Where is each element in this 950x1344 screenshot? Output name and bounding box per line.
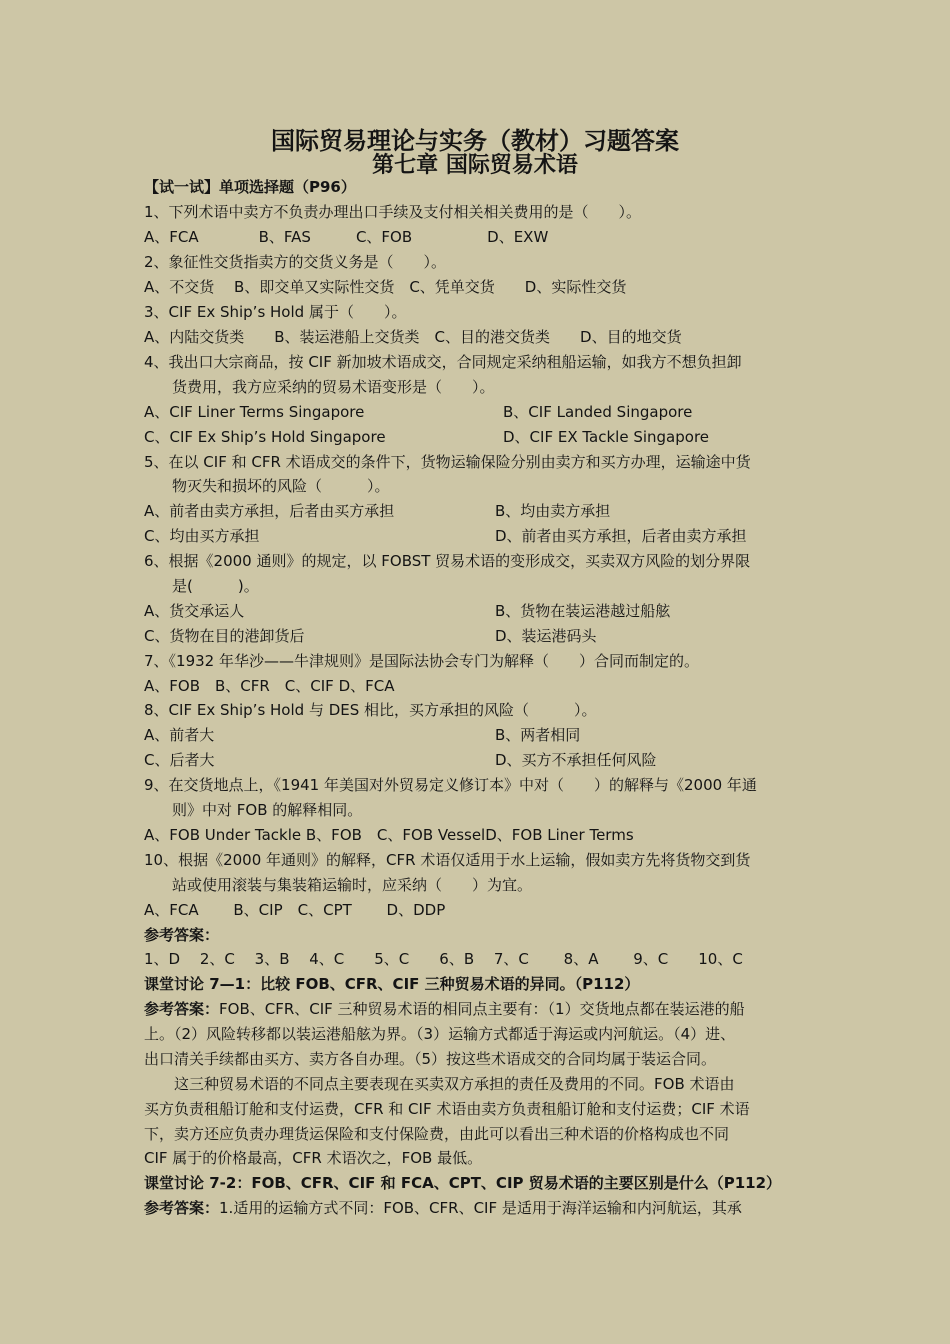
- answer-text: 1.适用的运输方式不同：FOB、CFR、CIF 是适用于海洋运输和内河航运，其承: [219, 1199, 742, 1217]
- discussion-1-answer-line-7: CIF 属于的价格最高，CFR 术语次之，FOB 最低。: [144, 1149, 483, 1167]
- discussion-1-answer-line-3: 出口清关手续都由买方、卖方各自办理。（5）按这些术语成交的合同均属于装运合同。: [144, 1050, 717, 1068]
- question-2-options: A、不交货 B、即交单又实际性交货 C、凭单交货 D、实际性交货: [144, 278, 627, 296]
- discussion-2-answer-line-1: [144, 1198, 742, 1218]
- question-2: 2、象征性交货指卖方的交货义务是（ ）。: [144, 253, 447, 271]
- question-8: 8、CIF Ex Ship’s Hold 与 DES 相比，买方承担的风险（ ）。: [144, 701, 597, 719]
- document-title: 国际贸易理论与实务（教材）习题答案: [271, 126, 679, 155]
- question-5-option-d: D、前者由买方承担，后者由卖方承担: [495, 527, 747, 545]
- discussion-1-answer-line-4: 这三种贸易术语的不同点主要表现在买卖双方承担的责任及费用的不同。FOB 术语由: [144, 1075, 735, 1093]
- question-3: 3、CIF Ex Ship’s Hold 属于（ ）。: [144, 303, 407, 321]
- question-5-option-b: B、均由卖方承担: [495, 502, 611, 520]
- question-6-option-a: A、货交承运人: [144, 602, 245, 620]
- question-8-option-b: B、两者相同: [495, 726, 581, 744]
- question-5-cont: 物灭失和损坏的风险（ ）。: [172, 477, 390, 495]
- section-heading: 【试一试】单项选择题（P96）: [144, 178, 356, 196]
- reference-answers-heading: 参考答案：: [144, 926, 220, 944]
- question-7: 7、《1932 年华沙——牛津规则》是国际法协会专门为解释（ ）合同而制定的。: [144, 652, 699, 670]
- answer-key: 1、D 2、C 3、B 4、C 5、C 6、B 7、C 8、A 9、C 10、C: [144, 950, 743, 968]
- question-7-options: A、FOB B、CFR C、CIF D、FCA: [144, 677, 395, 695]
- discussion-1-title: 课堂讨论 7—1：比较 FOB、CFR、CIF 三种贸易术语的异同。（P112）: [144, 975, 640, 993]
- question-10-cont: 站或使用滚装与集装箱运输时，应采纳（ ）为宜。: [172, 876, 533, 894]
- discussion-2-title: 课堂讨论 7-2：FOB、CFR、CIF 和 FCA、CPT、CIP 贸易术语的主要区别是什么（P112）: [144, 1174, 782, 1192]
- question-5-option-a: A、前者由卖方承担，后者由买方承担: [144, 502, 395, 520]
- question-9: 9、在交货地点上，《1941 年美国对外贸易定义修订本》中对（ ）的解释与《2000 年通: [144, 776, 757, 794]
- question-6-option-c: C、货物在目的港卸货后: [144, 627, 305, 645]
- discussion-1-answer-line-2: 上。（2）风险转移都以装运港船舷为界。（3）运输方式都适于海运或内河航运。（4）进、: [144, 1025, 736, 1043]
- question-8-option-c: C、后者大: [144, 751, 215, 769]
- discussion-1-answer-line-5: 买方负责租船订舱和支付运费，CFR 和 CIF 术语由卖方负责租船订舱和支付运费；CIF 术语: [144, 1100, 750, 1118]
- question-10: 10、根据《2000 年通则》的解释，CFR 术语仅适用于水上运输，假如卖方先将货物交到货: [144, 851, 751, 869]
- answer-text: FOB、CFR、CIF 三种贸易术语的相同点主要有：（1）交货地点都在装运港的船: [219, 1000, 745, 1018]
- answer-label: 参考答案：: [144, 1199, 220, 1217]
- question-1-options: A、FCA B、FAS C、FOB D、EXW: [144, 228, 549, 246]
- question-5: 5、在以 CIF 和 CFR 术语成交的条件下，货物运输保险分别由卖方和买方办理，运输途中货: [144, 453, 751, 471]
- question-6-cont: 是( )。: [172, 577, 259, 595]
- question-4: 4、我出口大宗商品，按 CIF 新加坡术语成交，合同规定采纳租船运输，如我方不想负担卸: [144, 353, 742, 371]
- question-10-options: A、FCA B、CIP C、CPT D、DDP: [144, 901, 446, 919]
- question-8-option-a: A、前者大: [144, 726, 215, 744]
- question-3-options: A、内陆交货类 B、装运港船上交货类 C、目的港交货类 D、目的地交货: [144, 328, 682, 346]
- question-5-option-c: C、均由买方承担: [144, 527, 260, 545]
- answer-label: 参考答案：: [144, 1000, 220, 1018]
- discussion-1-answer-line-6: 下，卖方还应负责办理货运保险和支付保险费，由此可以看出三种术语的价格构成也不同: [144, 1125, 730, 1143]
- question-4-option-d: D、CIF EX Tackle Singapore: [503, 428, 710, 446]
- question-6-option-b: B、货物在装运港越过船舷: [495, 602, 671, 620]
- question-6: 6、根据《2000 通则》的规定，以 FOBST 贸易术语的变形成交，买卖双方风险的划分界限: [144, 552, 751, 570]
- question-8-option-d: D、买方不承担任何风险: [495, 751, 657, 769]
- question-4-option-a: A、CIF Liner Terms Singapore: [144, 403, 365, 421]
- question-1: 1、下列术语中卖方不负责办理出口手续及支付相关相关费用的是（ ）。: [144, 203, 642, 221]
- question-4-option-b: B、CIF Landed Singapore: [503, 403, 693, 421]
- question-6-option-d: D、装运港码头: [495, 627, 597, 645]
- question-9-cont: 则》中对 FOB 的解释相同。: [172, 801, 363, 819]
- question-9-options: A、FOB Under Tackle B、FOB C、FOB VesselD、FOB Liner Terms: [144, 826, 634, 844]
- discussion-1-answer-line-1: [144, 999, 745, 1019]
- chapter-title: 第七章 国际贸易术语: [372, 152, 578, 178]
- question-4-option-c: C、CIF Ex Ship’s Hold Singapore: [144, 428, 386, 446]
- question-4-cont: 货费用，我方应采纳的贸易术语变形是（ ）。: [172, 378, 495, 396]
